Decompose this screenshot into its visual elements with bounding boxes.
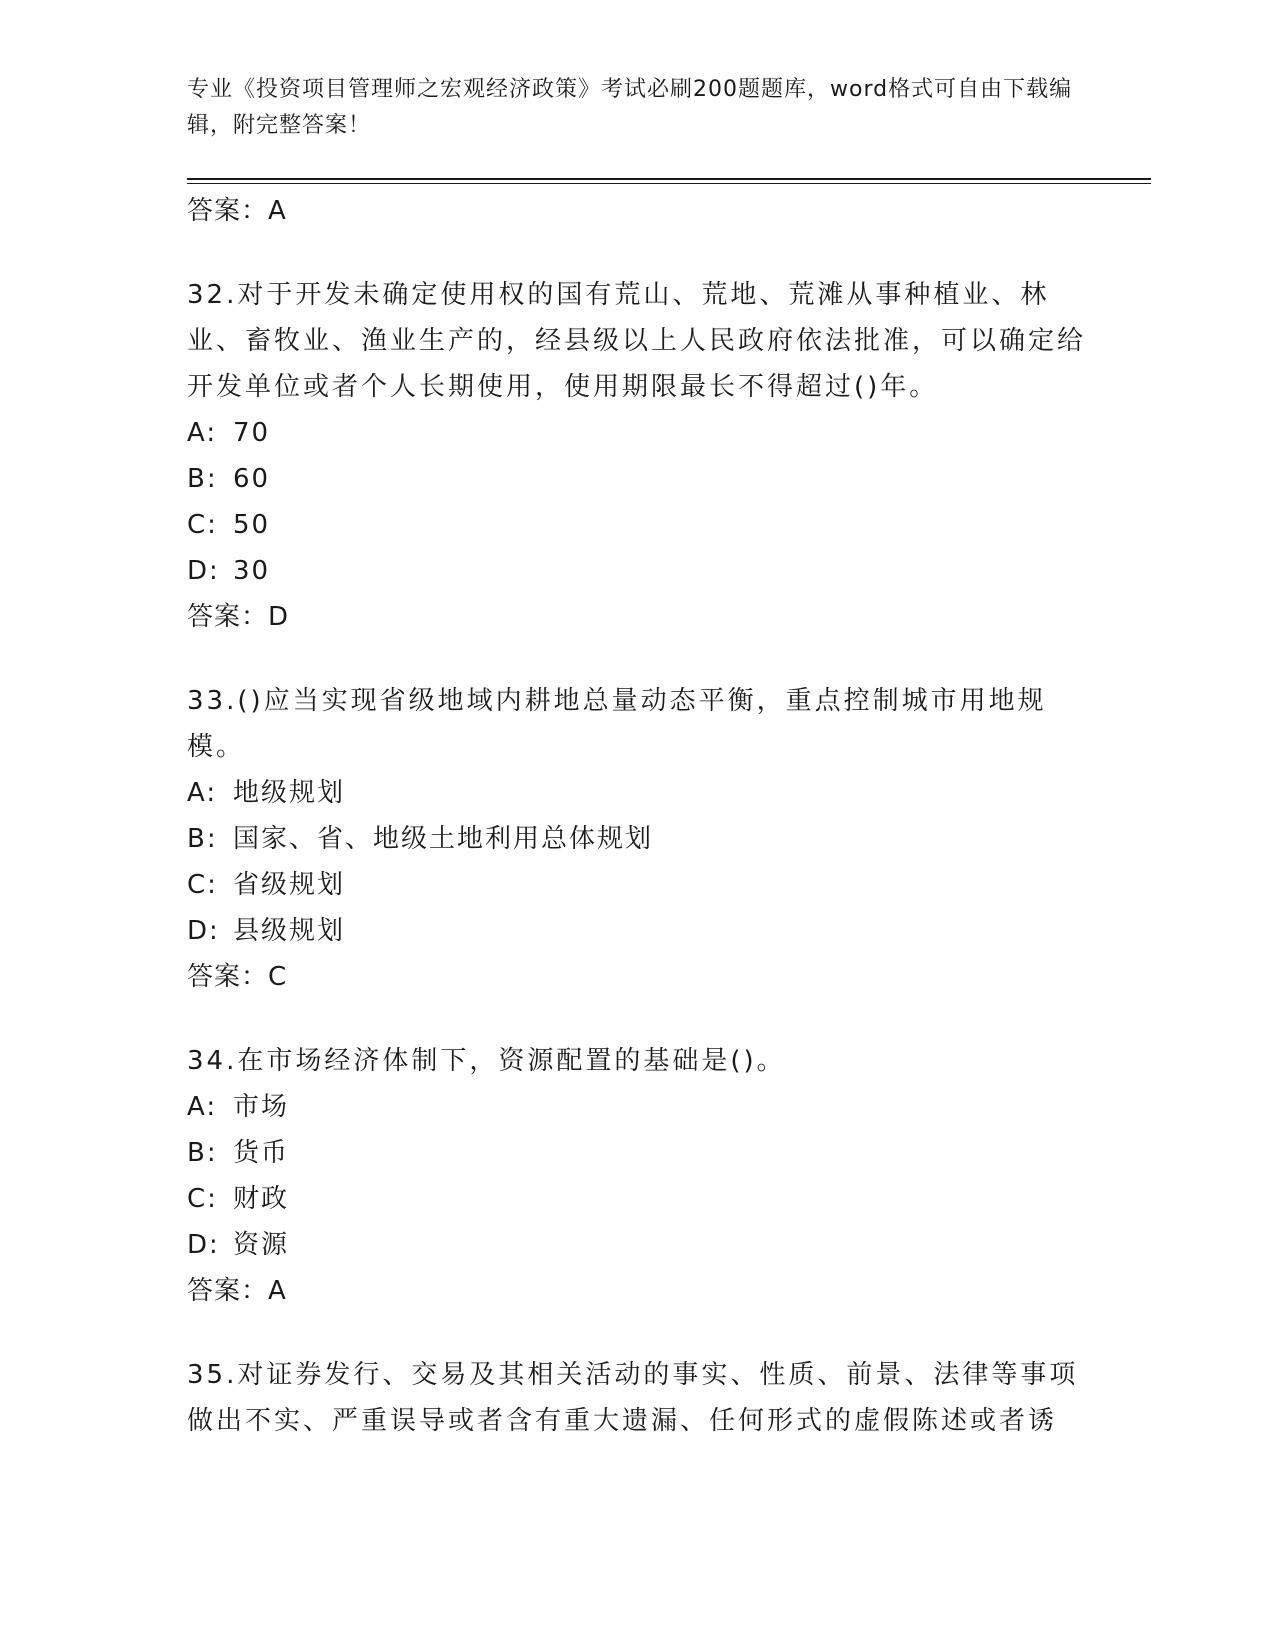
answer-line: 答案：A [187,1276,287,1306]
option-letter: A: [187,1092,218,1122]
question-35 [187,1352,1087,1444]
option-a [187,1084,1087,1130]
option-c [187,862,1087,908]
option-letter: D: [187,1230,220,1260]
header-rule-thick [187,178,1151,180]
option-letter: B: [187,464,218,494]
option-text: 30 [233,556,271,586]
option-d [187,548,1087,594]
option-letter: A: [187,778,218,808]
question-text: 34.在市场经济体制下，资源配置的基础是()。 [187,1046,786,1076]
option-d [187,1222,1087,1268]
option-text: 地级规划 [233,778,346,808]
option-letter: B: [187,1138,218,1168]
option-letter: C: [187,1184,218,1214]
option-letter: C: [187,870,218,900]
option-c [187,1176,1087,1222]
option-a [187,770,1087,816]
option-text: 50 [233,510,271,540]
option-text: 资源 [233,1230,290,1260]
document-body [187,188,1087,1444]
answer-line: 答案：A [187,196,287,226]
option-d [187,908,1087,954]
option-c [187,502,1087,548]
answer-line: 答案：C [187,962,288,992]
option-text: 省级规划 [233,870,346,900]
option-text: 县级规划 [233,916,346,946]
question-text: 33.()应当实现省级地域内耕地总量动态平衡，重点控制城市用地规模。 [187,686,1047,762]
option-text: 市场 [233,1092,290,1122]
question-text: 35.对证券发行、交易及其相关活动的事实、性质、前景、法律等事项做出不实、严重误导或者含有重大遗漏、任何形式的虚假陈述或者诱 [187,1360,1079,1436]
option-letter: A: [187,418,218,448]
document-header: 专业《投资项目管理师之宏观经济政策》考试必刷200题题库，word格式可自由下载编辑，附完整答案！ [187,77,1073,138]
option-a [187,410,1087,456]
question-33 [187,678,1087,1000]
option-b [187,816,1087,862]
option-text: 70 [233,418,271,448]
answer-line: 答案：D [187,602,290,632]
option-text: 国家、省、地级土地利用总体规划 [233,824,654,854]
option-text: 财政 [233,1184,290,1214]
header-rule-thin [187,183,1151,184]
option-b [187,1130,1087,1176]
question-34 [187,1038,1087,1314]
question-32 [187,272,1087,640]
question-text: 32.对于开发未确定使用权的国有荒山、荒地、荒滩从事种植业、林业、畜牧业、渔业生产的，经县级以上人民政府依法批准，可以确定给开发单位或者个人长期使用，使用期限最长不得超过()年。 [187,280,1087,402]
option-b [187,456,1087,502]
option-letter: D: [187,556,220,586]
option-letter: B: [187,824,218,854]
option-text: 60 [233,464,271,494]
option-text: 货币 [233,1138,290,1168]
option-letter: D: [187,916,220,946]
option-letter: C: [187,510,218,540]
